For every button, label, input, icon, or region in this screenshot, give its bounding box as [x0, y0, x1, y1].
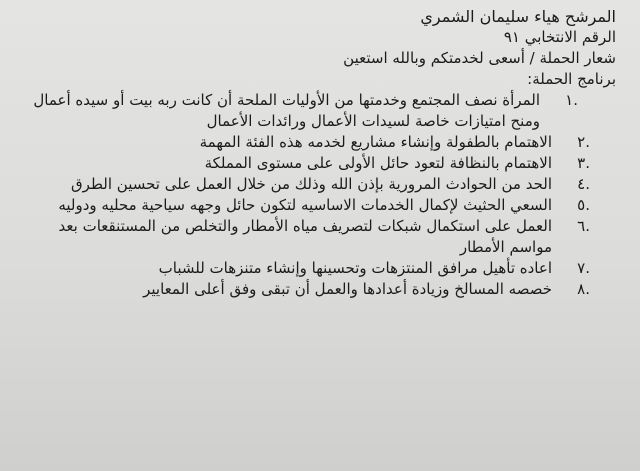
list-item [14, 153, 616, 174]
item-text: الحد من الحوادث المرورية بإذن الله وذلك من خلال العمل على تحسين الطرق [71, 175, 552, 193]
candidate-name: المرشح هياء سليمان الشمري [420, 7, 616, 26]
list-item [14, 216, 616, 258]
item-number: .٤ [577, 175, 590, 193]
item-number: .٢ [577, 133, 590, 151]
item-number: .١ [565, 91, 578, 109]
list-item [14, 90, 616, 132]
list-item [14, 258, 616, 279]
candidate-number: الرقم الانتخابي ٩١ [503, 28, 616, 46]
item-text: الاهتمام بالطفولة وإنشاء مشاريع لخدمه هذه الفئة المهمة [199, 133, 552, 151]
item-text: المرأة نصف المجتمع وخدمتها من الأوليات الملحة أن كانت ربه بيت أو سيده أعمال ومنح امتيازات خاصة لسيدات الأعمال ورائدات الأعمال [33, 91, 540, 130]
item-text: اعاده تأهيل مرافق المنتزهات وتحسينها وإنشاء متنزهات للشباب [158, 259, 552, 277]
item-number: .٧ [577, 259, 590, 277]
item-number: .٨ [577, 280, 590, 298]
program-list [14, 90, 616, 300]
item-number: .٥ [577, 196, 590, 214]
item-text: الاهتمام بالنظافة لتعود حائل الأولى على مستوى المملكة [204, 154, 552, 172]
item-text: السعي الحثيث لإكمال الخدمات الاساسيه لتكون حائل وجهه سياحية محليه ودوليه [58, 196, 552, 214]
item-text: العمل على استكمال شبكات لتصريف مياه الأمطار والتخلص من المستنقعات بعد مواسم الأمطار [58, 217, 552, 256]
campaign-slogan: شعار الحملة / أسعى لخدمتكم وبالله استعين [343, 49, 616, 67]
item-number: .٣ [577, 154, 590, 172]
item-number: .٦ [577, 217, 590, 235]
list-item [14, 174, 616, 195]
list-item [14, 279, 616, 300]
list-item [14, 195, 616, 216]
program-heading: برنامج الحملة: [527, 70, 616, 88]
document-body [14, 6, 616, 300]
item-text: خصصه المسالخ وزيادة أعدادها والعمل أن تبقى وفق أعلى المعايير [143, 280, 552, 298]
list-item [14, 132, 616, 153]
